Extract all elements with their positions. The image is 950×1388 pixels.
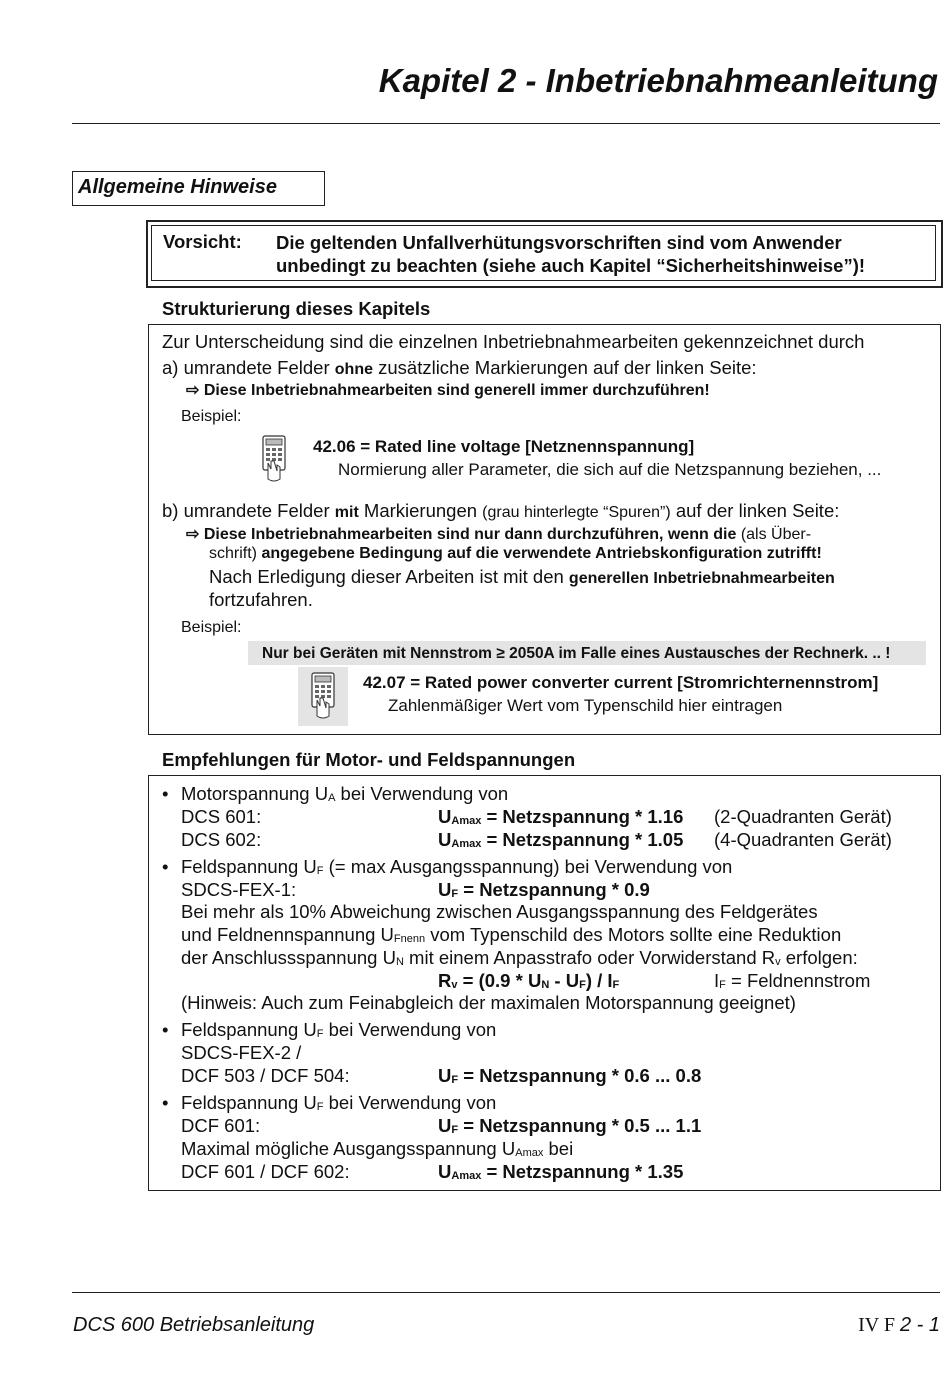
rv-if: F	[612, 979, 620, 991]
bullet: •	[162, 856, 169, 877]
option-a-note-text: Diese Inbetriebnahmearbeiten sind generell immer durchzuführen!	[203, 382, 710, 399]
option-b-suffix: auf der linken Seite:	[670, 500, 840, 521]
rv-un: N	[541, 979, 550, 991]
warning-label: Vorsicht:	[163, 231, 242, 252]
dcs602-formula	[438, 829, 683, 851]
formula-u: U	[438, 806, 452, 827]
formula-rest: = Netzspannung * 1.35	[481, 1161, 684, 1182]
field1-rest: (= max Ausgangsspannung) bei Verwendung von	[323, 856, 733, 877]
hint-text: (Hinweis: Auch zum Feinabgleich der maximalen Motorspannung geeignet)	[181, 992, 796, 1013]
formula-sub: F	[451, 888, 459, 900]
option-b-note-4: fortzufahren.	[209, 589, 313, 610]
section-title: Allgemeine Hinweise	[78, 176, 277, 198]
fex1-text2a: und Feldnennspannung U	[181, 924, 394, 945]
formula-rest: = Netzspannung * 0.6 ... 0.8	[458, 1065, 702, 1086]
option-b-note-2	[209, 545, 822, 563]
fex1-text-2	[181, 924, 841, 946]
dcf503-label: DCF 503 / DCF 504:	[181, 1065, 350, 1086]
fex1-text2-sub: Fnenn	[393, 933, 426, 945]
option-b-prefix: b) umrandete Felder	[162, 500, 335, 521]
dcs601-note: (2-Quadranten Gerät)	[714, 806, 892, 827]
dcf503-formula	[438, 1065, 701, 1087]
formula-rest: = Netzspannung * 1.05	[481, 829, 684, 850]
dcf602-label: DCF 601 / DCF 602:	[181, 1161, 350, 1182]
page-number	[858, 1314, 940, 1337]
option-a-line	[162, 357, 757, 379]
if-label	[714, 970, 870, 992]
if-sub: F	[719, 979, 726, 991]
formula-rest: = Netzspannung * 0.9	[458, 879, 650, 900]
keypad-hand-icon	[262, 435, 286, 483]
example-a-label: Beispiel:	[181, 408, 242, 425]
example-a-desc: Normierung aller Parameter, die sich auf die Netzspannung beziehen, ...	[338, 460, 882, 479]
page-number-value: 2 - 1	[899, 1314, 940, 1336]
field3-rest: bei Verwendung von	[323, 1092, 497, 1113]
option-b-mid: Markierungen	[358, 500, 483, 521]
rv-end: ) / I	[585, 970, 613, 991]
rv-r: R	[438, 970, 452, 991]
fex1-text3a: der Anschlussspannung U	[181, 947, 396, 968]
formula-sub: F	[451, 1074, 459, 1086]
option-b-note1-small: (als Über-	[736, 526, 812, 543]
formula-sub: F	[451, 1124, 459, 1136]
dcf601-formula	[438, 1115, 701, 1137]
page-title: Kapitel 2 - Inbetriebnahmeanleitung	[378, 62, 938, 99]
field1-text: Feldspannung U	[181, 856, 317, 877]
formula-u: U	[438, 879, 452, 900]
motor-line-text: Motorspannung U	[181, 783, 329, 804]
formula-rest: = Netzspannung * 1.16	[481, 806, 684, 827]
rv-uf: F	[579, 979, 586, 991]
rv-mid: - U	[549, 970, 580, 991]
field2-line	[181, 1019, 496, 1041]
header-rule	[72, 123, 940, 124]
option-b-note3-bold: generellen Inbetriebnahmearbeiten	[568, 570, 835, 587]
fex1-text3b: mit einem Anpasstrafo oder Vorwiderstand R	[403, 947, 776, 968]
max-sub: Amax	[515, 1147, 544, 1159]
option-b-line	[162, 500, 839, 522]
dcs602-note: (4-Quadranten Gerät)	[714, 829, 892, 850]
field3-sub: F	[316, 1101, 324, 1113]
fex1-text3-sub: N	[395, 956, 404, 968]
max-rest: bei	[543, 1138, 574, 1159]
motor-line	[181, 783, 508, 805]
formula-u: U	[438, 1115, 452, 1136]
option-b-note-1	[186, 524, 811, 544]
arrow-right-icon: ⇨	[186, 382, 200, 399]
rv-sub: v	[451, 979, 458, 991]
fex1-formula	[438, 879, 650, 901]
dcf602-formula	[438, 1161, 683, 1183]
formula-sub: Amax	[451, 838, 482, 850]
max-text: Maximal mögliche Ausgangsspannung U	[181, 1138, 516, 1159]
option-b-note3-prefix: Nach Erledigung dieser Arbeiten ist mit den	[209, 566, 569, 587]
fex1-text-3	[181, 947, 858, 969]
field2-rest: bei Verwendung von	[323, 1019, 497, 1040]
bullet: •	[162, 783, 169, 804]
option-a-prefix: a) umrandete Felder	[162, 357, 335, 378]
example-b-param: 42.07 = Rated power converter current [Stromrichternennstrom]	[363, 673, 879, 692]
field1-line	[181, 856, 732, 878]
warning-text	[276, 231, 865, 277]
option-b-small: (grau hinterlegte “Spuren”)	[482, 504, 671, 521]
option-b-note2-small: schrift)	[209, 545, 257, 562]
field3-text: Feldspannung U	[181, 1092, 317, 1113]
fex1-text3c: erfolgen:	[780, 947, 858, 968]
motor-line-rest: bei Verwendung von	[335, 783, 509, 804]
fex1-label: SDCS-FEX-1:	[181, 879, 297, 900]
bullet: •	[162, 1019, 169, 1040]
warning-line-1: Die geltenden Unfallverhütungsvorschriften sind vom Anwender	[276, 232, 842, 253]
bullet: •	[162, 1092, 169, 1113]
field2-sub: F	[316, 1028, 324, 1040]
recommend-heading: Empfehlungen für Motor- und Feldspannungen	[162, 749, 576, 770]
option-a-suffix: zusätzliche Markierungen auf der linken Seite:	[372, 357, 757, 378]
rv-formula	[438, 970, 619, 992]
dcs601-label: DCS 601:	[181, 806, 262, 827]
fex1-text-1: Bei mehr als 10% Abweichung zwischen Ausgangsspannung des Feldgerätes	[181, 901, 818, 922]
formula-u: U	[438, 1161, 452, 1182]
formula-u: U	[438, 1065, 452, 1086]
warning-line-2: unbedingt zu beachten (siehe auch Kapitel “Sicherheitshinweise”)!	[276, 255, 866, 276]
structure-intro: Zur Unterscheidung sind die einzelnen Inbetriebnahmearbeiten gekennzeichnet durch	[162, 331, 865, 352]
dcs602-label: DCS 602:	[181, 829, 262, 850]
motor-line-sub: A	[328, 792, 336, 804]
dcf601-label: DCF 601:	[181, 1115, 261, 1136]
if-rest: = Feldnennstrom	[725, 970, 871, 991]
field1-sub: F	[316, 865, 324, 877]
option-b-note1-bold: Diese Inbetriebnahmearbeiten sind nur dann durchzuführen, wenn die	[203, 526, 737, 543]
example-a-param: 42.06 = Rated line voltage [Netznennspannung]	[313, 437, 695, 456]
option-b-note-3	[209, 566, 835, 588]
field3-line	[181, 1092, 496, 1114]
arrow-right-icon: ⇨	[186, 526, 200, 543]
formula-sub: Amax	[451, 815, 482, 827]
dcs601-formula	[438, 806, 683, 828]
formula-rest: = Netzspannung * 0.5 ... 1.1	[458, 1115, 702, 1136]
option-a-note	[186, 380, 710, 400]
fex1-text3-sub2: v	[775, 956, 781, 968]
rv-eq: = (0.9 * U	[457, 970, 542, 991]
page-number-prefix: IV F	[858, 1314, 900, 1336]
footer-title: DCS 600 Betriebsanleitung	[73, 1314, 315, 1336]
footer-rule	[72, 1292, 940, 1293]
keypad-hand-icon	[311, 672, 335, 720]
option-a-bold: ohne	[334, 361, 373, 378]
example-b-desc: Zahlenmäßiger Wert vom Typenschild hier eintragen	[388, 696, 783, 715]
fex1-text2b: vom Typenschild des Motors sollte eine Reduktion	[425, 924, 842, 945]
formula-sub: Amax	[451, 1170, 482, 1182]
fex2-label: SDCS-FEX-2 /	[181, 1042, 302, 1063]
formula-u: U	[438, 829, 452, 850]
if-i: I	[714, 970, 720, 991]
field2-text: Feldspannung U	[181, 1019, 317, 1040]
example-b-label: Beispiel:	[181, 619, 242, 636]
option-b-note2-bold: angegebene Bedingung auf die verwendete Antriebskonfiguration zutrifft!	[257, 545, 822, 562]
option-b-bold: mit	[334, 504, 359, 521]
condition-text: Nur bei Geräten mit Nennstrom ≥ 2050A im Falle eines Austausches der Rechnerk. .. !	[262, 645, 891, 662]
max-line	[181, 1138, 573, 1160]
structure-heading: Strukturierung dieses Kapitels	[162, 298, 431, 319]
